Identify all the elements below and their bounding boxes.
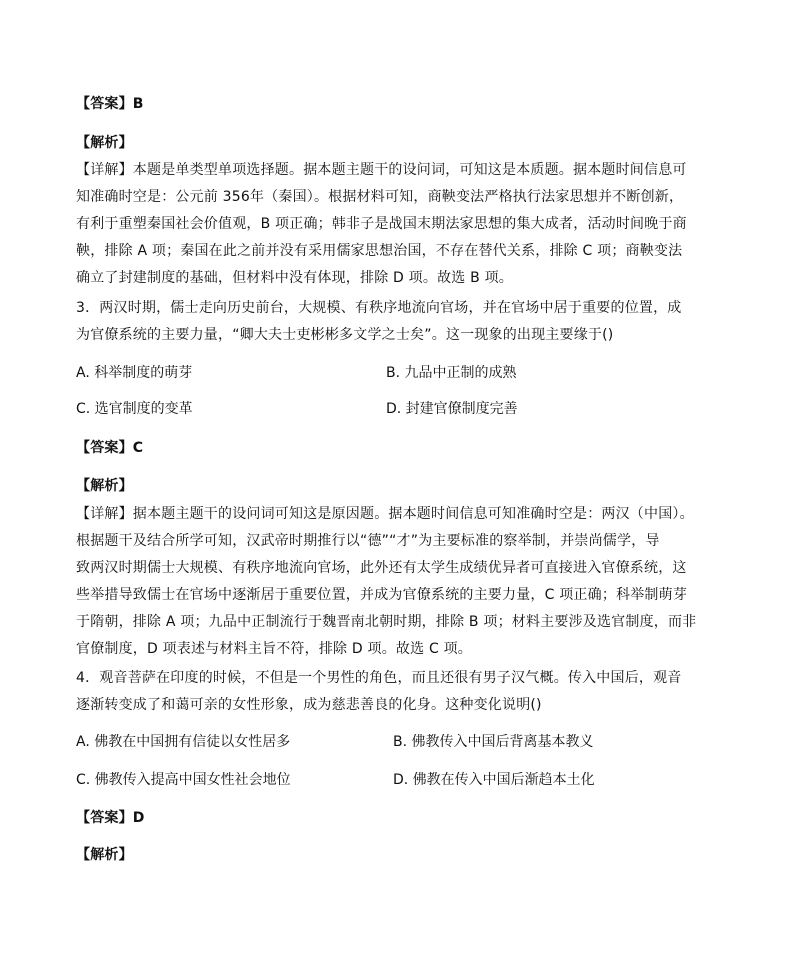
q4-option-d: D. 佛教在传入中国后渐趋本土化 [393, 772, 595, 788]
q3-option-c: C. 选官制度的变革 [76, 401, 193, 417]
q2-detail-line: 确立了封建制度的基础，但材料中没有体现，排除 D 项。故选 B 项。 [76, 270, 513, 286]
q3-detail-line: 【详解】据本题主题干的设问词可知这是原因题。据本题时间信息可知准确时空是：两汉（中国）。 [76, 506, 694, 522]
q2-answer: 【答案】B [76, 96, 144, 112]
q3-detail-line: 根据题干及结合所学可知，汉武帝时期推行以“德”“才”为主要标准的察举制，并崇尚儒学，导 [76, 533, 660, 549]
q3-stem-line: 为官僚系统的主要力量，“卿大夫士吏彬彬多文学之士矣”。这一现象的出现主要缘于() [76, 327, 614, 343]
q3-analysis-label: 【解析】 [76, 478, 133, 494]
q2-detail-line: 鞅，排除 A 项；秦国在此之前并没有采用儒家思想治国，不存在替代关系，排除 C 项；商鞅变法 [76, 243, 683, 259]
q3-detail-line: 于隋朝，排除 A 项；九品中正制流行于魏晋南北朝时期，排除 B 项；材料主要涉及选官制度，而非 [76, 614, 696, 630]
q3-option-a: A. 科举制度的萌芽 [76, 365, 193, 381]
q3-option-b: B. 九品中正制的成熟 [386, 365, 517, 381]
q4-option-c: C. 佛教传入提高中国女性社会地位 [76, 772, 291, 788]
q3-stem-line: 3．两汉时期，儒士走向历史前台，大规模、有秩序地流向官场，并在官场中居于重要的位置，成 [76, 300, 682, 316]
q4-stem-line: 4．观音菩萨在印度的时候，不但是一个男性的角色，而且还很有男子汉气概。传入中国后，观音 [76, 670, 682, 686]
q3-answer: 【答案】C [76, 440, 144, 456]
q2-detail-line: 知准确时空是：公元前 356年（秦国）。根据材料可知，商鞅变法严格执行法家思想并不断创新， [76, 189, 684, 205]
q3-detail-line: 致两汉时期儒士大规模、有秩序地流向官场，此外还有太学生成绩优异者可直接进入官僚系统，这 [76, 560, 687, 576]
q3-detail-line: 些举措导致儒士在官场中逐渐居于重要位置，并成为官僚系统的主要力量，C 项正确；科举制萌芽 [76, 587, 688, 603]
q2-analysis-label: 【解析】 [76, 135, 133, 151]
q4-analysis-label: 【解析】 [76, 847, 133, 863]
q4-option-a: A. 佛教在中国拥有信徒以女性居多 [76, 734, 291, 750]
q3-option-d: D. 封建官僚制度完善 [386, 401, 518, 417]
q2-detail-line: 有利于重塑秦国社会价值观，B 项正确；韩非子是战国末期法家思想的集大成者，活动时间晚于商 [76, 216, 687, 232]
q2-detail-line: 【详解】本题是单类型单项选择题。据本题主题干的设问词，可知这是本质题。据本题时间信息可 [76, 162, 687, 178]
q4-stem-line: 逐渐转变成了和蔼可亲的女性形象，成为慈悲善良的化身。这种变化说明() [76, 697, 542, 713]
q3-detail-line: 官僚制度，D 项表述与材料主旨不符，排除 D 项。故选 C 项。 [76, 641, 472, 657]
q4-answer: 【答案】D [76, 810, 145, 826]
q4-option-b: B. 佛教传入中国后背离基本教义 [393, 734, 594, 750]
